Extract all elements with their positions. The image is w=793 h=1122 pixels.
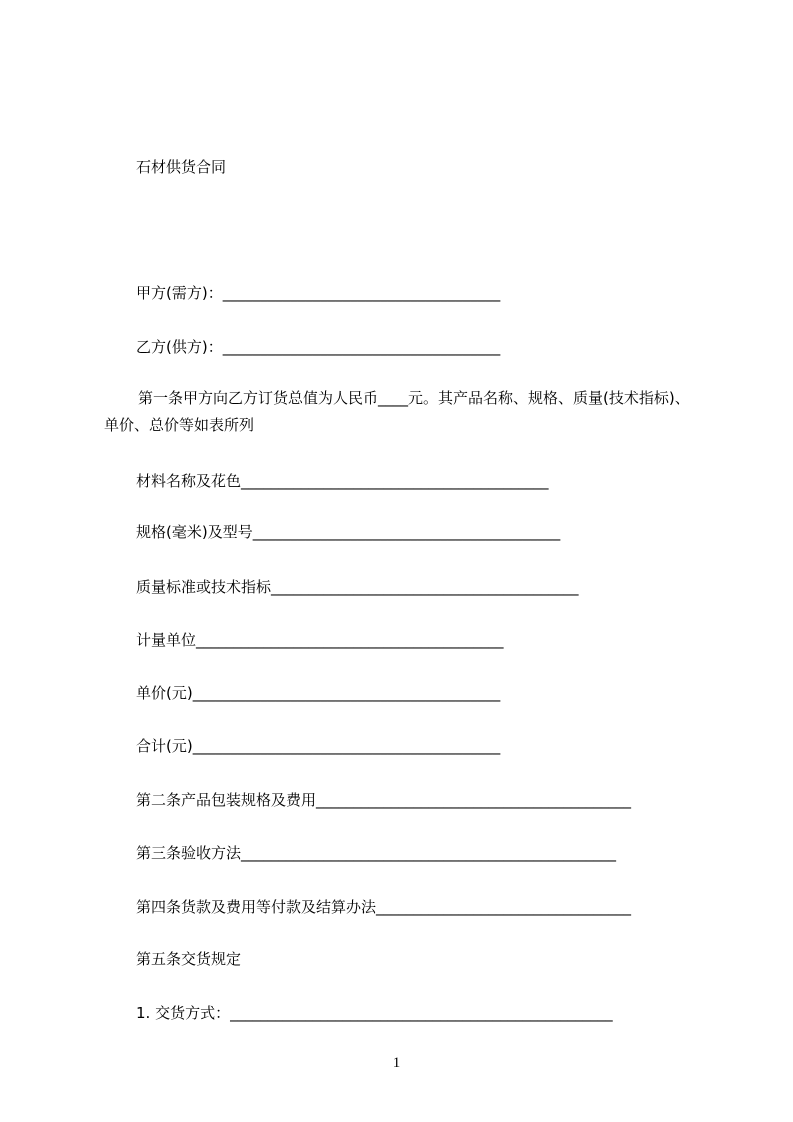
spec-model-field: 规格(毫米)及型号_________________________________________ (136, 523, 561, 541)
material-name-field: 材料名称及花色_________________________________________ (136, 472, 549, 490)
article-5-heading: 第五条交货规定 (136, 950, 242, 968)
party-a-line: 甲方(需方)：_____________________________________ (136, 284, 501, 302)
page-number: 1 (392, 1055, 401, 1071)
party-b-line: 乙方(供方)：_____________________________________ (136, 338, 501, 356)
delivery-method-line: 1. 交货方式：___________________________________________________ (136, 1004, 613, 1022)
article-4-line: 第四条货款及费用等付款及结算办法__________________________________ (136, 898, 632, 916)
quality-standard-field: 质量标准或技术指标_________________________________________ (136, 578, 579, 596)
contract-title: 石材供货合同 (136, 158, 227, 176)
unit-price-field: 单价(元)_________________________________________ (136, 684, 501, 702)
unit-field: 计量单位_________________________________________ (136, 631, 504, 649)
article-1-paragraph: 第一条甲方向乙方订货总值为人民币____元。其产品名称、规格、质量(技术指标)、单价、总价等如表所列 (104, 389, 690, 434)
total-field: 合计(元)_________________________________________ (136, 737, 501, 755)
article-2-line: 第二条产品包装规格及费用__________________________________________ (136, 791, 632, 809)
article-3-line: 第三条验收方法__________________________________________________ (136, 844, 617, 862)
